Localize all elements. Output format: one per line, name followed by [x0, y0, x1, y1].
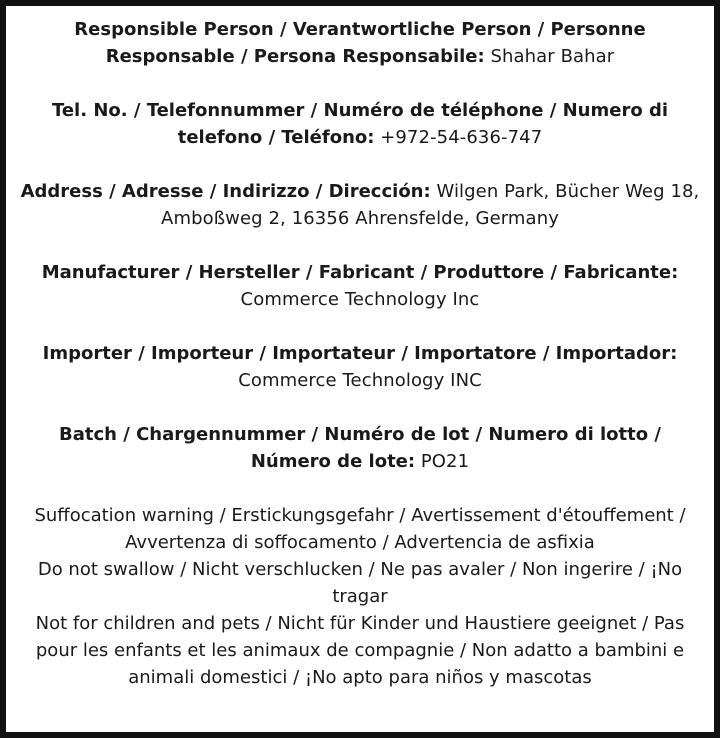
batch-label: Batch / Chargennummer / Numéro de lot / Numero di lotto / Número de lote: — [59, 424, 661, 472]
warnings-block — [18, 502, 702, 691]
telephone-label: Tel. No. / Telefonnummer / Numéro de téléphone / Numero di telefono / Teléfono: — [51, 100, 669, 148]
importer-label: Importer / Importeur / Importateur / Importatore / Importador: — [42, 343, 678, 364]
manufacturer-block — [18, 259, 702, 313]
telephone-block — [18, 97, 702, 151]
telephone-value: +972-54-636-747 — [380, 127, 543, 148]
batch-block — [18, 421, 702, 475]
responsible-person-label: Responsible Person / Verantwortliche Person / Personne Responsable / Persona Responsabile: — [74, 19, 646, 67]
do-not-swallow-warning: Do not swallow / Nicht verschlucken / Ne pas avaler / Non ingerire / ¡No tragar — [37, 559, 683, 607]
label-content — [18, 16, 702, 691]
not-for-children-warning: Not for children and pets / Nicht für Kinder und Haustiere geeignet / Pas pour les enfants et les animaux de compagnie / Non adatto a bambini e animali domestici / ¡No apto para niños y mascotas — [35, 613, 685, 688]
importer-value: Commerce Technology INC — [238, 370, 482, 391]
responsible-person-block — [18, 16, 702, 70]
manufacturer-label: Manufacturer / Hersteller / Fabricant / Produttore / Fabricante: — [41, 262, 679, 283]
address-value: Wilgen Park, Bücher Weg 18, Amboßweg 2, 16356 Ahrensfelde, Germany — [161, 181, 700, 229]
suffocation-warning: Suffocation warning / Erstickungsgefahr / Avertissement d'étouffement / Avvertenza di soffocamento / Advertencia de asfixia — [34, 505, 686, 553]
batch-value: PO21 — [420, 451, 470, 472]
address-block — [18, 178, 702, 232]
manufacturer-value: Commerce Technology Inc — [240, 289, 480, 310]
address-label: Address / Adresse / Indirizzo / Dirección: — [20, 181, 431, 202]
importer-block — [18, 340, 702, 394]
responsible-person-value: Shahar Bahar — [490, 46, 615, 67]
